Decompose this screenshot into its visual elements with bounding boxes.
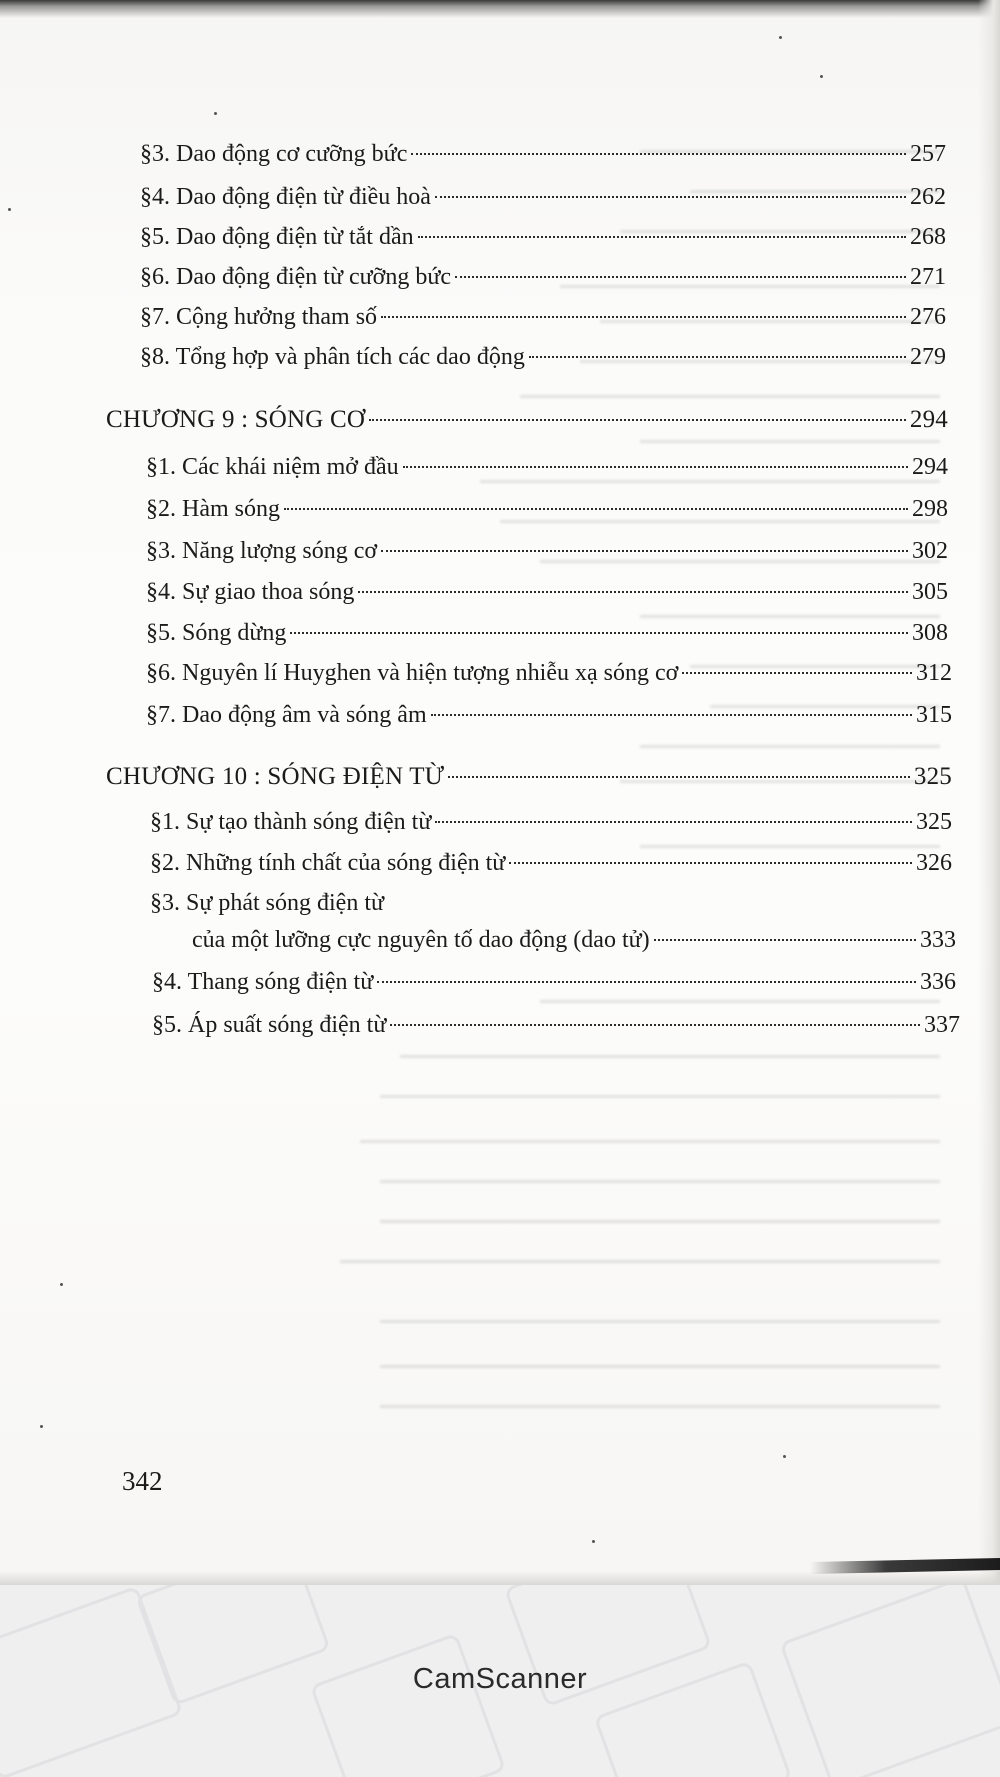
toc-dot-leader xyxy=(529,356,906,358)
toc-dot-leader xyxy=(377,981,916,983)
toc-entry-title: §7. Dao động âm và sóng âm xyxy=(146,702,427,728)
toc-entry-title: §4. Thang sóng điện từ xyxy=(152,969,374,995)
toc-chapter-heading xyxy=(106,405,948,435)
toc-dot-leader xyxy=(403,466,908,468)
toc-entry-title: §3. Dao động cơ cưỡng bức xyxy=(140,141,408,167)
toc-entry-page: 333 xyxy=(920,927,956,953)
toc-entry-title: §3. Sự phát sóng điện từ xyxy=(150,890,385,916)
toc-entry-title: §3. Năng lượng sóng cơ xyxy=(146,538,378,564)
toc-entry-title: §8. Tổng hợp và phân tích các dao động xyxy=(140,344,525,370)
toc-entry-title: §4. Dao động điện từ điều hoà xyxy=(140,184,431,210)
toc-dot-leader xyxy=(431,714,912,716)
toc-dot-leader xyxy=(682,672,912,674)
toc-dot-leader xyxy=(418,236,906,238)
toc-entry-title: §6. Dao động điện từ cưỡng bức xyxy=(140,264,451,290)
toc-entry-title: §7. Cộng hưởng tham số xyxy=(140,304,378,330)
toc-entry-title: của một lưỡng cực nguyên tố dao động (dao tử) xyxy=(192,927,650,953)
toc-entry xyxy=(192,925,956,955)
watermark-tile xyxy=(310,1633,507,1777)
toc-entry-page: 294 xyxy=(909,406,948,433)
toc-entry-title: §5. Sóng dừng xyxy=(146,620,287,646)
toc-dot-leader xyxy=(435,821,912,823)
toc-entry-page: 325 xyxy=(916,809,952,835)
toc-entry xyxy=(146,618,948,648)
toc-entry-page: 298 xyxy=(912,496,948,522)
toc-entry-page: 337 xyxy=(924,1012,960,1038)
toc-dot-leader xyxy=(448,776,910,778)
toc-entry-page: 302 xyxy=(912,538,948,564)
toc-chapter-heading xyxy=(106,762,952,792)
toc-entry-page: 276 xyxy=(910,304,946,330)
toc-entry-page: 315 xyxy=(916,702,952,728)
toc-entry xyxy=(140,302,946,332)
toc-entry-page: 279 xyxy=(910,344,946,370)
toc-entry xyxy=(140,139,946,169)
toc-entry xyxy=(146,577,948,607)
page-number: 342 xyxy=(122,1466,163,1496)
toc-entry xyxy=(150,848,952,878)
toc-entry xyxy=(150,807,952,837)
toc-entry-page: 305 xyxy=(912,579,948,605)
toc-entry xyxy=(146,536,948,566)
scanner-footer xyxy=(0,1585,1000,1777)
toc-dot-leader xyxy=(369,419,906,421)
toc-entry-title: §6. Nguyên lí Huyghen và hiện tượng nhiễu xạ sóng cơ xyxy=(146,660,679,686)
camscanner-brand: CamScanner xyxy=(412,1663,588,1695)
toc-entry-page: 294 xyxy=(912,454,948,480)
toc-entry xyxy=(146,452,948,482)
toc-entry xyxy=(140,182,946,212)
toc-entry-page: 336 xyxy=(920,969,956,995)
toc-dot-leader xyxy=(509,862,912,864)
toc-dot-leader xyxy=(358,591,908,593)
toc-entry-title: §5. Áp suất sóng điện từ xyxy=(152,1012,387,1038)
toc-entry-page: 326 xyxy=(916,850,952,876)
toc-dot-leader xyxy=(411,153,906,155)
toc-entry xyxy=(146,494,948,524)
toc-entry xyxy=(140,222,946,252)
toc-entry-title: §1. Các khái niệm mở đầu xyxy=(146,454,399,480)
toc-entry-page: 268 xyxy=(910,224,946,250)
toc-dot-leader xyxy=(390,1024,920,1026)
toc-entry xyxy=(146,658,952,688)
toc-entry-page: 308 xyxy=(912,620,948,646)
toc-entry-page: 262 xyxy=(910,184,946,210)
toc-entry xyxy=(140,262,946,292)
toc-dot-leader xyxy=(284,508,908,510)
toc-chapter-title: CHƯƠNG 9 : SÓNG CƠ xyxy=(106,406,366,433)
toc-entry xyxy=(140,342,946,372)
toc-entry xyxy=(152,1010,960,1040)
toc-entry-page: 257 xyxy=(910,141,946,167)
toc-entry-title: §5. Dao động điện từ tắt dần xyxy=(140,224,414,250)
toc-dot-leader xyxy=(381,550,908,552)
toc-entry-title: §2. Những tính chất của sóng điện từ xyxy=(150,850,506,876)
toc-chapter-title: CHƯƠNG 10 : SÓNG ĐIỆN TỪ xyxy=(106,763,445,790)
toc-entry-title: §4. Sự giao thoa sóng xyxy=(146,579,355,605)
toc-entry-page: 312 xyxy=(916,660,952,686)
toc-dot-leader xyxy=(435,196,906,198)
toc-entry-page: 271 xyxy=(910,264,946,290)
toc-dot-leader xyxy=(290,632,908,634)
toc-entry-page: 325 xyxy=(913,763,952,790)
toc-dot-leader xyxy=(455,276,906,278)
toc-entry-title: §2. Hàm sóng xyxy=(146,496,280,522)
toc-dot-leader xyxy=(654,939,916,941)
toc-entry-title: §1. Sự tạo thành sóng điện từ xyxy=(150,809,432,835)
toc-entry xyxy=(152,967,956,997)
toc-dot-leader xyxy=(381,316,906,318)
toc-entry xyxy=(146,700,952,730)
